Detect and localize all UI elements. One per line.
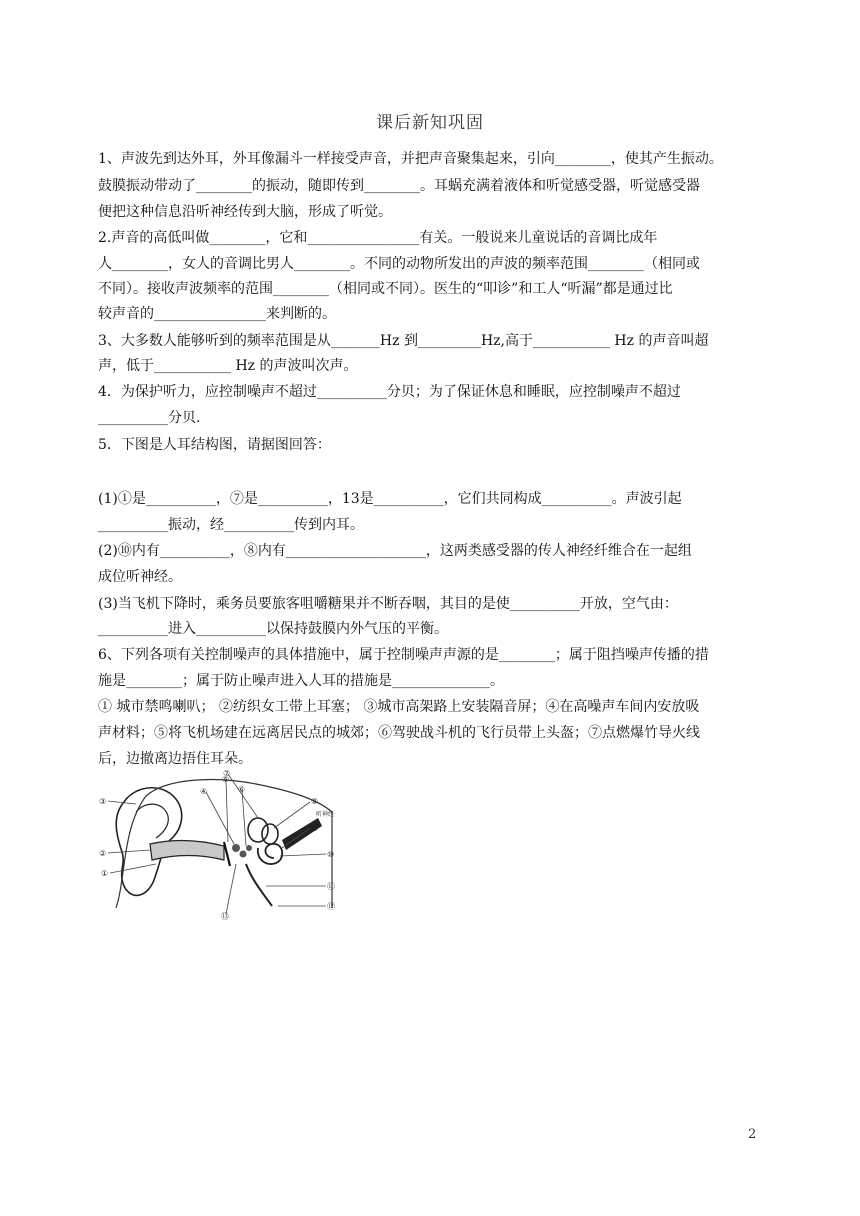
- text-line: 5．下图是人耳结构图，请据图回答：: [98, 437, 331, 453]
- label-11: ⑪: [327, 882, 335, 891]
- pinna-fold: [136, 804, 168, 838]
- label-auditory-nerve: 听神经: [316, 811, 335, 818]
- page-title: 课后新知巩固: [376, 113, 484, 133]
- label-5: ⑤: [222, 775, 230, 784]
- label-10: ⑩: [327, 850, 335, 859]
- text-line: 声材料；⑤将飞机场建在远离居民点的城郊；⑥驾驶战斗机的飞行员带上头盔；⑦点燃爆竹导火线: [98, 725, 700, 741]
- ossicle-stirrup: [246, 845, 252, 851]
- text-line: 声，低于___________ Hz 的声波叫次声。: [98, 358, 358, 374]
- text-line: 3、大多数人能够听到的频率范围是从_______Hz 到_________Hz,高于___________ Hz 的声音叫超: [98, 333, 709, 349]
- ossicle-anvil: [240, 851, 247, 858]
- text-line: __________进入__________以保持鼓膜内外气压的平衡。: [98, 621, 448, 637]
- label-7: ⑦: [223, 769, 231, 778]
- text-line: 6、下列各项有关控制噪声的具体措施中，属于控制噪声声源的是________；属于阻挡噪声传播的措: [98, 647, 709, 663]
- text-line: __________分贝.: [98, 410, 201, 426]
- eustachian-tube: [246, 864, 272, 906]
- label-2: ②: [99, 849, 107, 858]
- page-number: 2: [748, 1127, 757, 1142]
- text-line: __________振动，经__________传到内耳。: [98, 517, 364, 533]
- text-line: 施是________；属于防止噪声进入人耳的措施是______________。: [98, 673, 504, 689]
- label-13: ⑬: [221, 912, 229, 920]
- text-line: 2.声音的高低叫做________，它和________________有关。一般说来儿童说话的音调比成年: [98, 230, 658, 246]
- eardrum: [224, 842, 230, 866]
- text-line: 较声音的________________来判断的。: [98, 306, 336, 322]
- label-12: ⑫: [327, 902, 335, 911]
- text-line: ① 城市禁鸣喇叭； ②纺织女工带上耳塞； ③城市高架路上安装隔音屏；④在高噪声车间内安放吸: [98, 699, 700, 715]
- text-line: 4．为保护听力，应控制噪声不超过__________分贝；为了保证休息和睡眠，应控制噪声不超过: [98, 384, 681, 400]
- text-line: 鼓膜振动带动了________的振动，随即传到________。耳蜗充满着液体和听觉感受器，听觉感受器: [98, 178, 700, 194]
- cochlea: [258, 844, 282, 864]
- text-line: 1、声波先到达外耳，外耳像漏斗一样接受声音，并把声音聚集起来，引向________，使其产生振动。: [98, 151, 723, 167]
- text-line: 后，边撤离边捂住耳朵。: [98, 751, 252, 767]
- text-line: 便把这种信息沿听神经传到大脑，形成了听觉。: [98, 204, 392, 220]
- ossicle-hammer: [232, 844, 240, 852]
- label-6: ⑥: [238, 785, 246, 794]
- text-line: 成位听神经。: [98, 569, 182, 585]
- text-line: (2)⑩内有__________，⑧内有____________________，这两类感受器的传人神经纤维合在一起组: [98, 543, 692, 559]
- label-4: ④: [200, 787, 208, 796]
- ear-canal: [150, 840, 224, 860]
- text-line: 人________，女人的音调比男人________。不同的动物所发出的声波的频率范围________（相同或: [98, 256, 700, 272]
- label-9: ⑨: [311, 824, 319, 833]
- semicircular-canal: [248, 818, 268, 842]
- label-3: ③: [99, 797, 107, 806]
- label-8: ⑧: [311, 797, 319, 806]
- label-1: ①: [101, 869, 109, 878]
- text-line: (1)①是__________，⑦是__________，13是__________，它们共同构成__________。声波引起: [98, 491, 682, 507]
- ear-structure-diagram: [96, 768, 346, 920]
- text-line: (3)当飞机下降时，乘务员要旅客咀嚼糖果并不断吞咽，其目的是使__________开放，空气由：: [98, 596, 678, 612]
- text-line: 不同）。接收声波频率的范围________（相同或不同）。医生的“叩诊”和工人“听漏”都是通过比: [98, 281, 673, 297]
